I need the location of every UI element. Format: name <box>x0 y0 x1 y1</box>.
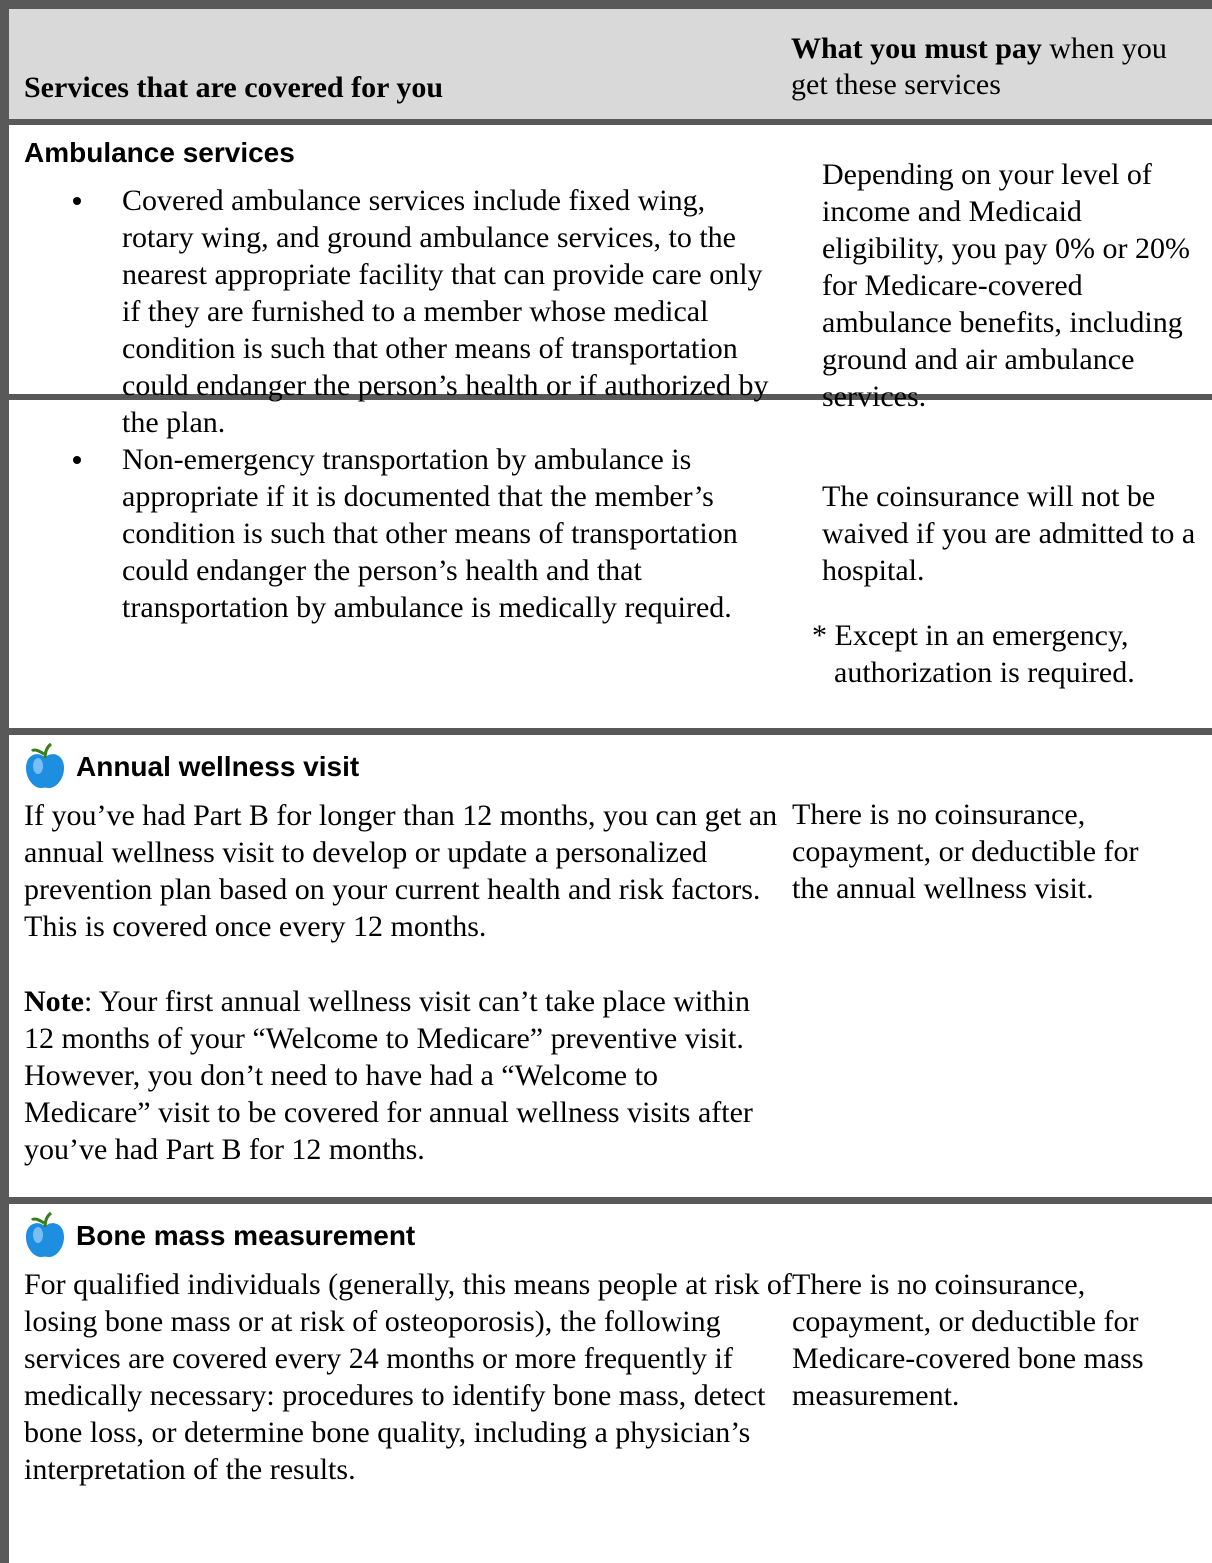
ambulance-coinsurance-note: The coinsurance will not be waived if you are admitted to a hospital. <box>822 480 1196 587</box>
list-item <box>122 441 772 626</box>
header-pay-bold: What you must pay <box>791 32 1042 65</box>
wellness-pay-text: There is no coinsurance, copayment, or deductible for the annual wellness visit. <box>792 798 1139 905</box>
apple-icon <box>22 742 68 790</box>
bullet-icon <box>73 456 81 464</box>
row-divider <box>9 728 1212 735</box>
ambulance-authorization-note: * Except in an emergency, authorization is required. <box>812 619 1135 689</box>
header-what-you-pay <box>791 31 1211 103</box>
row-divider <box>9 1197 1212 1204</box>
table-header <box>9 9 1212 125</box>
wellness-note <box>24 983 784 1168</box>
note-label: Note <box>24 985 84 1018</box>
row-title-ambulance: Ambulance services <box>24 137 295 168</box>
table-top-border <box>0 0 1212 9</box>
header-pay-rest: when you get these services <box>791 32 1167 101</box>
wellness-description: If you’ve had Part B for longer than 12 months, you can get an annual wellness visit to develop or update a personalized prevention plan based on your current health and risk factors. This is covered once every 12 months. <box>24 799 778 943</box>
row-title-bone-mass: Bone mass measurement <box>76 1220 416 1251</box>
bullet-icon <box>73 197 81 205</box>
list-item <box>122 182 772 441</box>
header-services-covered: Services that are covered for you <box>24 71 444 104</box>
bullet-text: Covered ambulance services include fixed wing, rotary wing, and ground ambulance services, to the nearest appropriate facility that can provide care only if they are furnished to a member whose medical condition is such that other means of transportation could endanger the person’s health or if authorized by the plan. <box>122 184 769 439</box>
apple-icon <box>22 1211 68 1259</box>
ambulance-bullet-list <box>122 182 772 626</box>
row-title-wellness: Annual wellness visit <box>76 751 360 782</box>
bone-mass-pay-text: There is no coinsurance, copayment, or deductible for Medicare-covered bone mass measurement. <box>792 1268 1144 1412</box>
note-text: : Your first annual wellness visit can’t take place within 12 months of your “Welcome to Medicare” preventive visit. However, you don’t need to have had a “Welcome to Medicare” visit to be covered for annual wellness visits after you’ve had Part B for 12 months. <box>24 985 753 1166</box>
bone-mass-description: For qualified individuals (generally, this means people at risk of losing bone mass or at risk of osteoporosis), the following services are covered every 24 months or more frequently if medically necessary: procedures to identify bone mass, detect bone loss, or determine bone quality, including a physician’s interpretation of the results. <box>24 1268 792 1486</box>
ambulance-pay-text: Depending on your level of income and Medicaid eligibility, you pay 0% or 20% for Medicare-covered ambulance benefits, including ground and air ambulance services. <box>822 158 1190 413</box>
bullet-text: Non-emergency transportation by ambulance is appropriate if it is documented that the member’s condition is such that other means of transportation could endanger the person’s health and that transportation by ambulance is medically required. <box>122 443 738 624</box>
